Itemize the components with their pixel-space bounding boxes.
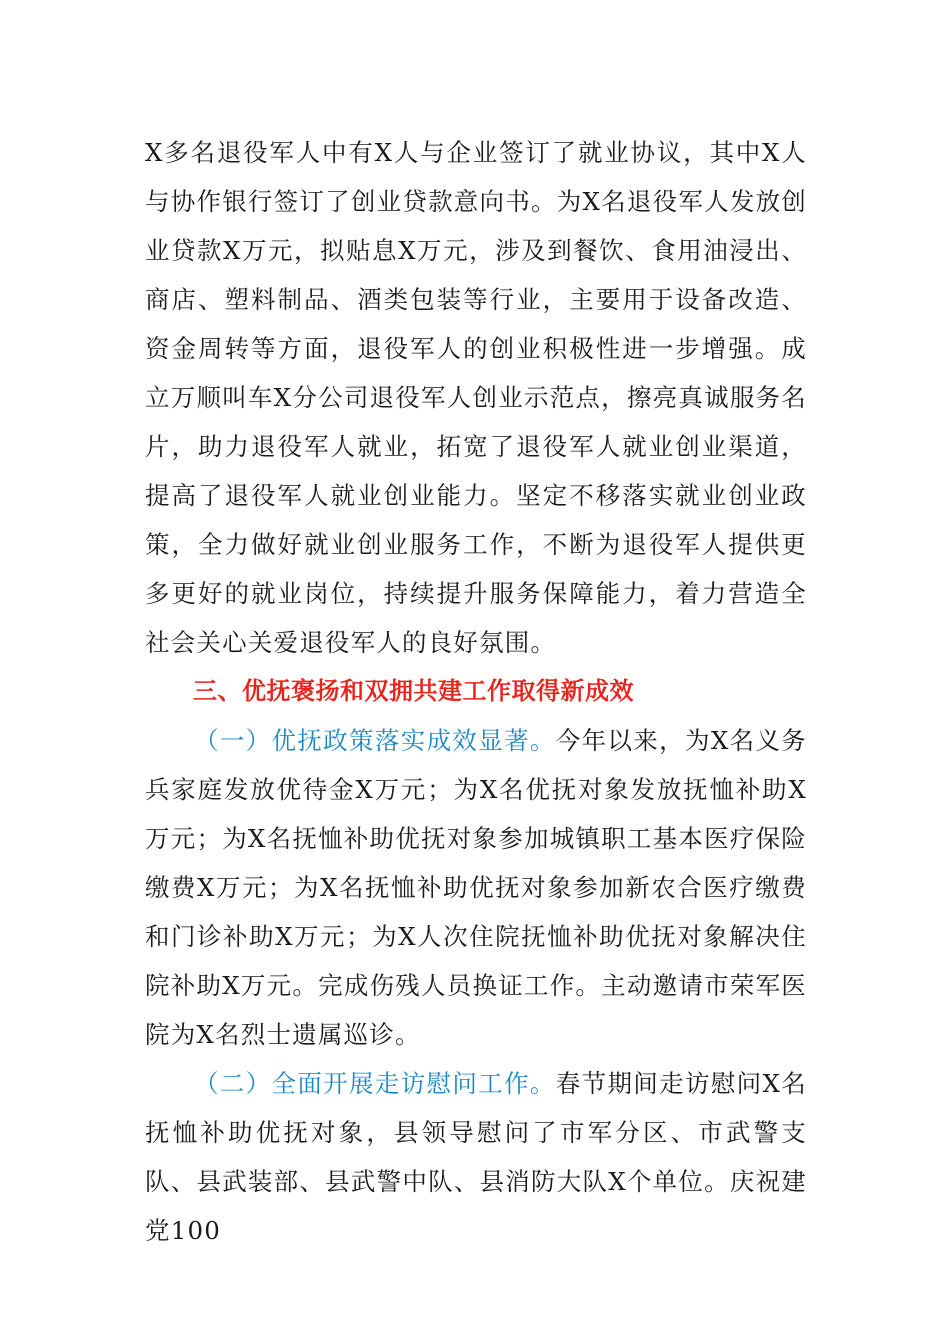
subsection-heading-1: （一）优抚政策落实成效显著。 xyxy=(194,726,556,755)
subsection-paragraph-1 xyxy=(145,716,807,1059)
subsection-body-1: 今年以来，为X名义务兵家庭发放优待金X万元；为X名优抚对象发放抚恤补助X万元；为X名抚恤补助优抚对象参加城镇职工基本医疗保险缴费X万元；为X名抚恤补助优抚对象参加新农合医疗缴费和门诊补助X万元；为X人次住院抚恤补助优抚对象解决住院补助X万元。完成伤残人员换证工作。主动邀请市荣军医院为X名烈士遗属巡诊。 xyxy=(145,726,807,1049)
subsection-body-2: 春节期间走访慰问X名抚恤补助优抚对象，县领导慰问了市军分区、市武警支队、县武装部、县武警中队、县消防大队X个单位。庆祝建党100 xyxy=(145,1069,807,1245)
subsection-heading-2: （二）全面开展走访慰问工作。 xyxy=(194,1069,556,1098)
subsection-paragraph-2 xyxy=(145,1059,807,1255)
section-heading-text: 三、优抚褒扬和双拥共建工作取得新成效 xyxy=(193,677,634,705)
paragraph-continued xyxy=(145,128,807,667)
section-heading xyxy=(145,667,807,716)
paragraph-text: X多名退役军人中有X人与企业签订了就业协议，其中X人与协作银行签订了创业贷款意向书。为X名退役军人发放创业贷款X万元，拟贴息X万元，涉及到餐饮、食用油浸出、商店、塑料制品、酒类包装等行业，主要用于设备改造、资金周转等方面，退役军人的创业积极性进一步增强。成立万顺叫车X分公司退役军人创业示范点，擦亮真诚服务名片，助力退役军人就业，拓宽了退役军人就业创业渠道，提高了退役军人就业创业能力。坚定不移落实就业创业政策，全力做好就业创业服务工作，不断为退役军人提供更多更好的就业岗位，持续提升服务保障能力，着力营造全社会关心关爱退役军人的良好氛围。 xyxy=(145,138,807,657)
document-body xyxy=(145,128,807,1255)
